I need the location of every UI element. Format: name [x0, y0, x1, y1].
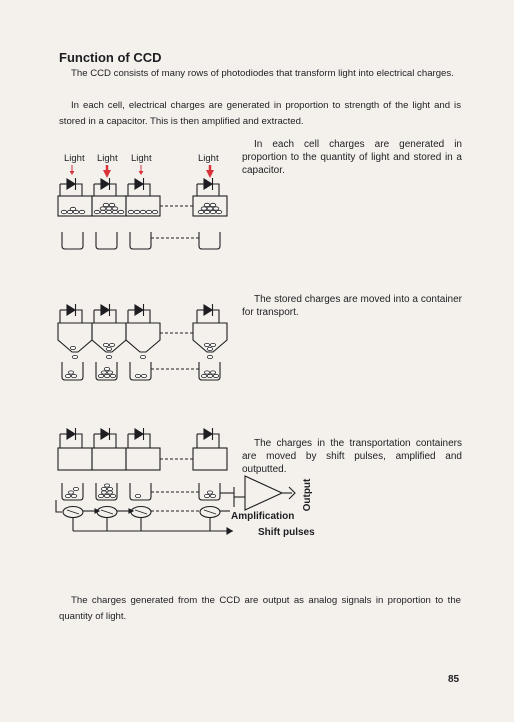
step1-light-labels	[64, 153, 219, 164]
conclusion-paragraph: The charges generated from the CCD are output as analog signals in proportion to the quantity of light.	[59, 595, 461, 622]
section-title: Function of CCD	[59, 50, 162, 65]
intro-paragraph-2: In each cell, electrical charges are generated in proportion to strength of the light and is stored in a capacitor. This is then amplified and extracted.	[59, 100, 461, 127]
transport-containers-step2	[62, 362, 220, 380]
capacitor-cells-step2	[58, 323, 227, 352]
transported-charges-step2	[65, 367, 218, 377]
photodiodes-step1	[60, 178, 219, 196]
shift-pulses-label: Shift pulses	[258, 527, 315, 538]
charges-step3	[65, 484, 215, 498]
photodiodes-step3	[60, 428, 219, 448]
light-label-4: Light	[198, 153, 219, 164]
light-arrows	[70, 165, 215, 178]
transport-containers-step3	[62, 483, 220, 500]
charges-step2	[70, 343, 215, 358]
shift-gates	[56, 500, 233, 534]
photodiodes-step2	[60, 304, 219, 323]
amplifier-icon	[220, 476, 295, 510]
capacitor-cells-step3	[58, 448, 227, 470]
intro-paragraph-1: The CCD consists of many rows of photodiodes that transform light into electrical charges.	[71, 68, 454, 79]
light-label-3: Light	[131, 153, 152, 164]
transport-containers-step1	[62, 232, 220, 249]
page-number: 85	[448, 674, 460, 685]
step-2-text: The stored charges are moved into a container for transport.	[242, 294, 462, 318]
amplification-label: Amplification	[231, 511, 295, 522]
output-label: Output	[302, 478, 313, 512]
charges-step1	[61, 203, 222, 213]
light-label-2: Light	[97, 153, 118, 164]
light-label-1: Light	[64, 153, 85, 164]
step-3-text: The charges in the transportation containers are moved by shift pulses, amplified and outputted.	[242, 438, 462, 475]
step-1-text: In each cell charges are generated in proportion to the quantity of light and stored in a capacitor.	[242, 139, 462, 176]
